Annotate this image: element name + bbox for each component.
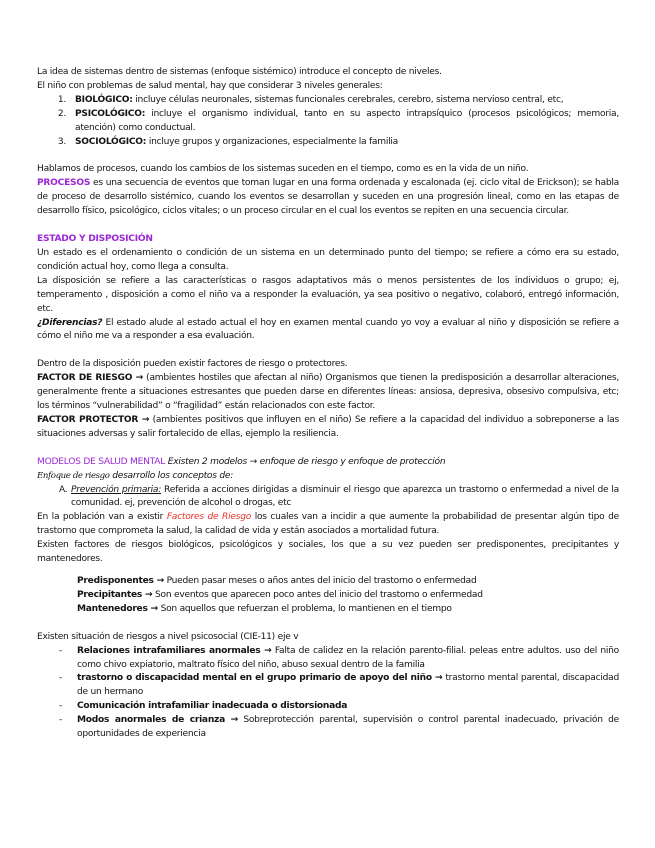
enfoque-riesgo-line	[37, 470, 619, 484]
cie-term: Comunicación intrafamiliar inadecuada o distorsionada	[77, 701, 348, 712]
list-item	[37, 589, 619, 603]
prevencion-primaria-term: Prevención primaria:	[71, 484, 162, 495]
cie-term: Relaciones intrafamiliares anormales →	[77, 645, 272, 656]
type-term: Mantenedores →	[77, 603, 158, 614]
factor-protector-term: FACTOR PROTECTOR →	[37, 414, 150, 425]
factores-riesgo-term: Factores de Riesgo	[166, 512, 252, 523]
poblacion-paragraph: En la población van a existir Factores de Riesgo los cuales van a incidir a que aumente la probabilidad de presentar algún tipo de trastorno que comprometa la salud, la calidad de vida y están asociados a mortalidad futura.	[37, 512, 619, 537]
modelos-heading: MODELOS DE SALUD MENTAL	[37, 456, 166, 467]
cie-intro: Existen situación de riesgos a nivel psicosocial (CIE-11) eje v	[37, 631, 299, 642]
diferencias-text: El estado alude al estado actual el hoy en examen mental cuando yo voy a evaluar al niño y disposición se refiere a cómo el niño me va a responder a esa evaluación.	[37, 317, 619, 342]
estado-paragraph-1: Un estado es el ordenamiento o condición de un sistema en un determinado punto del tiempo; se refiere a cómo era su estado, condición actual hoy, como llega a consulta.	[37, 247, 619, 272]
list-number: 1.	[57, 94, 66, 105]
level-term: BIOLÓGICO:	[75, 94, 133, 105]
procesos-line-1: Hablamos de procesos, cuando los cambios de los sistemas suceden en el tiempo, como es en la vida de un niño.	[37, 164, 529, 175]
level-text: incluye el organismo individual, tanto en su aspecto intrapsíquico (procesos psicológicos; memoria, atención) como conductual.	[75, 108, 619, 133]
factor-riesgo-paragraph	[37, 372, 619, 414]
type-text: Son aquellos que refuerzan el problema, lo mantienen en el tiempo	[157, 603, 452, 614]
modelos-heading-rest: Existen 2 modelos → enfoque de riesgo y enfoque de protección	[165, 456, 446, 467]
level-text: incluye grupos y organizaciones, especialmente la familia	[146, 136, 398, 147]
diferencias-paragraph	[37, 317, 619, 345]
cie-list	[37, 645, 619, 742]
list-letter: A.	[59, 484, 68, 495]
list-item	[37, 94, 619, 108]
intro-line-1: La idea de sistemas dentro de sistemas (enfoque sistémico) introduce el concepto de niveles.	[37, 67, 442, 77]
level-term: PSICOLÓGICO:	[75, 108, 146, 119]
list-item	[37, 484, 619, 512]
intro-line-2: El niño con problemas de salud mental, hay que considerar 3 niveles generales:	[37, 80, 383, 91]
list-item	[37, 136, 619, 150]
estado-paragraph-2: La disposición se refiere a las características o rasgos adaptativos más o menos persistentes de los individuos o grupo; ej, temperamento , disposición a como el niño va a responder la evaluación, ya sea positivo o negativo, colaboró, entregó información, etc.	[37, 275, 619, 314]
cie-text: Sobreprotección parental, supervisión o control parental inadecuado, privación de oportunidades de experiencia	[77, 715, 619, 740]
list-number: 3.	[57, 136, 66, 147]
factor-riesgo-text: (ambientes hostiles que afectan al niño) Organismos que tienen la predisposición a desarrollar alteraciones, generalmente frente a situaciones estresantes que pueden darse en diferentes líneas: ansiosa, depresiva, obsesivo compulsiva, etc; los términos “vulnerabilidad” o “fragilidad” están relacionados con este factor.	[37, 373, 619, 412]
level-text: incluye células neuronales, sistemas funcionales cerebrales, cerebro, sistema nervioso central, etc,	[132, 94, 564, 105]
dash-bullet: -	[59, 645, 63, 656]
enfoque-riesgo-rest: desarrollo los conceptos de:	[109, 470, 234, 481]
dash-bullet: -	[59, 715, 63, 726]
diferencias-term: ¿Diferencias?	[37, 317, 103, 328]
type-term: Predisponentes →	[77, 576, 164, 586]
modelos-heading-line	[37, 456, 619, 470]
factor-types-list	[37, 575, 619, 617]
type-term: Precipitantes →	[77, 589, 153, 600]
procesos-paragraph	[37, 177, 619, 219]
list-item	[37, 700, 619, 714]
dash-bullet: -	[59, 673, 63, 684]
list-item	[37, 672, 619, 700]
list-item	[37, 645, 619, 673]
type-text: Son eventos que aparecen poco antes del inicio del trastorno o enfermedad	[152, 589, 483, 600]
document-page	[37, 66, 619, 742]
cie-term: trastorno o discapacidad mental en el grupo primario de apoyo del niño →	[77, 673, 443, 684]
list-number: 2.	[57, 108, 66, 119]
dash-bullet: -	[59, 701, 63, 712]
prevencion-primaria-text: Referida a acciones dirigidas a disminuir el riesgo que aparezca un trastorno o enfermedad a nivel de la comunidad. ej, prevención de alcohol o drogas, etc	[71, 484, 619, 509]
estado-heading: ESTADO Y DISPOSICIÓN	[37, 234, 153, 245]
factor-protector-text: (ambientes positivos que influyen en el niño) Se refiere a la capacidad del individuo a sobreponerse a las situaciones adversas y salir fortalecido de ellas, ejemplo la resiliencia.	[37, 414, 619, 439]
factor-protector-paragraph	[37, 414, 619, 442]
list-item	[37, 108, 619, 136]
list-item	[37, 714, 619, 742]
list-item	[37, 603, 619, 617]
type-text: Pueden pasar meses o años antes del inicio del trastorno o enfermedad	[163, 576, 477, 586]
factor-riesgo-term: FACTOR DE RIESGO →	[37, 373, 144, 384]
procesos-text: es una secuencia de eventos que toman lugar en una forma ordenada y escalonada (ej. ciclo vital de Erickson); se habla de proceso de desarrollo sistémico, cuando los eventos se desarrollan y suceden en una progresión lineal, como en las etapas de desarrollo físico, psicológico, ciclos vitales; o un proceso circular en el cual los eventos se repiten en una secuencia circular.	[37, 178, 619, 217]
handwritten-note: Enfoque de riesgo	[37, 470, 110, 481]
cie-term: Modos anormales de crianza →	[77, 715, 238, 726]
procesos-term: PROCESOS	[37, 178, 91, 189]
cie-text: Falta de calidez en la relación parento-filial. peleas entre adultos. uso del niño como chivo expiatorio, maltrato físico del niño, abuso sexual dentro de la familia	[77, 645, 619, 670]
list-item	[37, 575, 619, 589]
factores-tipos-paragraph: Existen factores de riesgos biológicos, psicológicos y sociales, los que a su vez pueden ser predisponentes, precipitantes y mantenedores.	[37, 540, 619, 565]
factores-intro: Dentro de la disposición pueden existir factores de riesgo o protectores.	[37, 359, 348, 370]
level-term: SOCIOLÓGICO:	[75, 136, 147, 147]
cie-text: trastorno mental parental, discapacidad de un hermano	[77, 673, 619, 698]
levels-list	[37, 94, 619, 150]
